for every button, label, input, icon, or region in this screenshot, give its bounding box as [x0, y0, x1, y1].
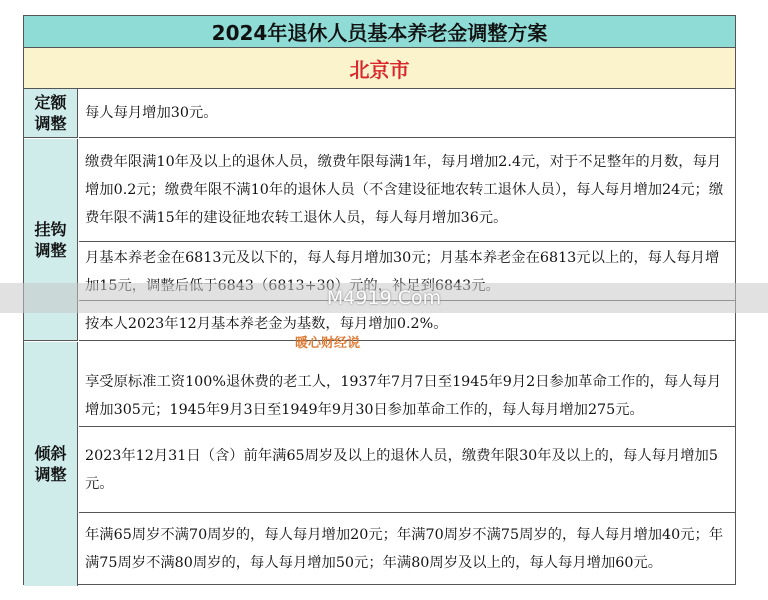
- category-tilted: [24, 342, 78, 586]
- linked-text-3: 按本人2023年12月基本养老金为基数，每月增加0.2%。: [85, 316, 448, 332]
- category-fixed: [24, 89, 78, 138]
- watermark-text: 暖心财经说: [295, 336, 361, 351]
- category-fixed-label: 定额调整: [34, 93, 67, 133]
- linked-cell-1: [79, 139, 735, 242]
- linked-text-2: 月基本养老金在6813元及以下的，每人每月增加30元；月基本养老金在6813元以上的，每人每月增: [85, 249, 720, 266]
- tilted-cell-2: [79, 428, 735, 513]
- tilted-cell-3: [79, 514, 735, 584]
- category-linked-label: 挂钩调整: [34, 219, 67, 260]
- tilted-text-2: 2023年12月31日（含）前年满65周岁及以上的退休人员，缴费年限30年及以上的，每人每月增加5元。: [85, 448, 718, 492]
- fixed-cell: [79, 89, 735, 138]
- linked-text-1: 缴费年限满10年及以上的退休人员，缴费年限每满1年，每月增加2.4元，对于不足整年的月数，每月增加0.2元；缴费年限不满10年的退休人员（不含建设征地农转工退休人员），每人每月增加24元；缴费年限不满15年的建设征地农转工退休人员，每人每月增加36元。: [85, 154, 724, 226]
- tilted-text-3: 年满65周岁不满70周岁的，每人每月增加20元；年满70周岁不满75周岁的，每人每月增加40元；年满75周岁不满80周岁的，每人每月增加50元；年满80周岁及以上的，每人每月增加60元。: [85, 527, 724, 571]
- city-header: 北京市: [24, 48, 735, 89]
- fixed-text: 每人每月增加30元。: [85, 105, 218, 121]
- tilted-text-1: 享受原标准工资100%退休费的老工人，1937年7月7日至1945年9月2日参加革命工作的，每人每月增加305元；1945年9月3日至1949年9月30日参加革命工作的，每人每月增加275元。: [85, 374, 722, 418]
- tilted-cell-1: [79, 342, 735, 427]
- category-tilted-label: 倾斜调整: [34, 444, 67, 484]
- table-title: 2024年退休人员基本养老金调整方案: [24, 16, 735, 48]
- watermark-band-text: M4919.Com: [326, 287, 442, 309]
